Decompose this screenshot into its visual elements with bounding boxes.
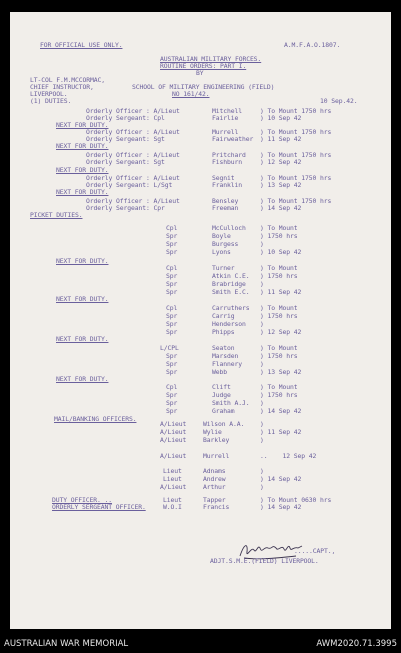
orderly-name: Fairweather xyxy=(212,135,254,143)
picket-name: Carruthers xyxy=(212,304,250,312)
next-for-duty-heading: NEXT FOR DUTY. xyxy=(56,375,109,383)
picket-note: ) 1750 hrs xyxy=(260,312,298,320)
orderly-note: ) 12 Sep 42 xyxy=(260,158,302,166)
picket-note: ) 10 Sep 42 xyxy=(260,248,302,256)
next-for-duty-heading: NEXT FOR DUTY. xyxy=(56,142,109,150)
picket-note: ) To Mount xyxy=(260,383,298,391)
picket-name: Seaton xyxy=(212,344,235,352)
mail-name: Murrell xyxy=(203,452,230,460)
signature-appointment: ADJT.S.M.E.(FIELD) LIVERPOOL. xyxy=(210,557,319,565)
picket-name: McCulloch xyxy=(212,224,246,232)
picket-note: ) To Mount xyxy=(260,304,298,312)
issuer-line-2: CHIEF INSTRUCTOR, xyxy=(30,83,94,91)
picket-rank: Spr xyxy=(166,312,178,320)
section-duties: (1) DUTIES. xyxy=(30,97,72,105)
picket-rank: Spr xyxy=(166,352,178,360)
mail-note: ) xyxy=(260,483,264,491)
picket-note: ) 11 Sep 42 xyxy=(260,288,302,296)
picket-name: Clift xyxy=(212,383,231,391)
picket-rank: Spr xyxy=(166,280,178,288)
duty-note: ) 14 Sep 42 xyxy=(260,503,302,511)
order-date: 10 Sep.42. xyxy=(320,97,358,105)
picket-name: Webb xyxy=(212,368,227,376)
orderly-role: Orderly Officer : A/Lieut xyxy=(86,107,180,115)
next-for-duty-heading: NEXT FOR DUTY. xyxy=(56,257,109,265)
picket-rank: Spr xyxy=(166,288,178,296)
picket-name: Burgess xyxy=(212,240,239,248)
picket-rank: Spr xyxy=(166,232,178,240)
picket-note: ) 1750 hrs xyxy=(260,391,298,399)
orderly-role: Orderly Officer : A/Lieut xyxy=(86,197,180,205)
picket-name: Henderson xyxy=(212,320,246,328)
next-for-duty-heading: NEXT FOR DUTY. xyxy=(56,188,109,196)
picket-name: Carrig xyxy=(212,312,235,320)
orderly-name: Bensley xyxy=(212,197,239,205)
picket-rank: Spr xyxy=(166,328,178,336)
mail-name: Wylie xyxy=(203,428,222,436)
issuer-line-1: LT-COL F.M.MCCORMAC, xyxy=(30,76,105,84)
orderly-name: Franklin xyxy=(212,181,242,189)
picket-note: ) To Mount xyxy=(260,264,298,272)
picket-duties-heading: PICKET DUTIES. xyxy=(30,211,83,219)
orderly-role: Orderly Officer : A/Lieut xyxy=(86,128,180,136)
orderly-name: Segnit xyxy=(212,174,235,182)
next-for-duty-heading: NEXT FOR DUTY. xyxy=(56,121,109,129)
picket-rank: Cpl xyxy=(166,304,178,312)
mail-rank: Lieut xyxy=(163,475,182,483)
mail-note: .. 12 Sep 42 xyxy=(260,452,317,460)
picket-note: ) 12 Sep 42 xyxy=(260,328,302,336)
archive-reference: AWM2020.71.3995 xyxy=(316,639,397,649)
picket-note: ) 1750 hrs xyxy=(260,352,298,360)
orderly-name: Murrell xyxy=(212,128,239,136)
mail-name: Adnams xyxy=(203,467,226,475)
mail-note: ) xyxy=(260,420,264,428)
archive-footer xyxy=(0,636,401,653)
duty-rank: W.O.I xyxy=(163,503,182,511)
picket-note: ) xyxy=(260,320,264,328)
picket-note: ) xyxy=(260,240,264,248)
orderly-name: Fishburn xyxy=(212,158,242,166)
picket-name: Brabridge xyxy=(212,280,246,288)
mail-rank: A/Lieut xyxy=(160,428,187,436)
orderly-role: Orderly Sergeant: L/Sgt xyxy=(86,181,173,189)
title-line-2: ROUTINE ORDERS: PART I. xyxy=(160,62,247,70)
picket-note: ) 14 Sep 42 xyxy=(260,407,302,415)
document-ref: A.M.F.A.O.1807. xyxy=(284,41,341,49)
orderly-role: Orderly Officer : A/Lieut xyxy=(86,151,180,159)
picket-rank: Spr xyxy=(166,248,178,256)
next-for-duty-heading: NEXT FOR DUTY. xyxy=(56,335,109,343)
mail-note: ) 14 Sep 42 xyxy=(260,475,302,483)
orderly-note: ) 11 Sep 42 xyxy=(260,135,302,143)
next-for-duty-heading: NEXT FOR DUTY. xyxy=(56,166,109,174)
title-line-1: AUSTRALIAN MILITARY FORCES. xyxy=(160,55,262,63)
picket-name: Judge xyxy=(212,391,231,399)
picket-note: ) To Mount xyxy=(260,224,298,232)
orderly-role: Orderly Sergeant: Sgt xyxy=(86,135,165,143)
title-by: BY xyxy=(196,69,204,77)
mail-note: ) xyxy=(260,467,264,475)
picket-note: ) xyxy=(260,399,264,407)
orderly-name: Freeman xyxy=(212,204,239,212)
orderly-role: Orderly Sergeant: Cpl xyxy=(86,114,165,122)
picket-name: Turner xyxy=(212,264,235,272)
orderly-role: Orderly Officer : A/Lieut xyxy=(86,174,180,182)
picket-rank: Spr xyxy=(166,272,178,280)
orderly-note: ) To Mount 1750 hrs xyxy=(260,197,332,205)
mail-banking-heading: MAIL/BANKING OFFICERS. xyxy=(54,415,137,423)
picket-name: Boyle xyxy=(212,232,231,240)
mail-name: Barkley xyxy=(203,436,230,444)
orderly-note: ) To Mount 1750 hrs xyxy=(260,174,332,182)
mail-rank: A/Lieut xyxy=(160,483,187,491)
mail-rank: A/Lieut xyxy=(160,420,187,428)
picket-name: Lyons xyxy=(212,248,231,256)
picket-rank: Spr xyxy=(166,407,178,415)
picket-name: Graham xyxy=(212,407,235,415)
duty-name: Francis xyxy=(203,503,230,511)
mail-rank: Lieut xyxy=(163,467,182,475)
archive-name: AUSTRALIAN WAR MEMORIAL xyxy=(4,639,129,649)
mail-name: Wilson A.A. xyxy=(203,420,245,428)
picket-name: Atkin C.E. xyxy=(212,272,250,280)
orderly-name: Pritchard xyxy=(212,151,246,159)
duty-name: Tapper xyxy=(203,496,226,504)
orderly-role: Orderly Sergeant: Cpr xyxy=(86,204,165,212)
picket-name: Flannery xyxy=(212,360,242,368)
picket-name: Phipps xyxy=(212,328,235,336)
picket-note: ) To Mount xyxy=(260,344,298,352)
picket-rank: Spr xyxy=(166,360,178,368)
duty-note: ) To Mount 0630 hrs xyxy=(260,496,332,504)
orderly-note: ) 13 Sep 42 xyxy=(260,181,302,189)
picket-rank: L/CPL xyxy=(160,344,179,352)
picket-note: ) 13 Sep 42 xyxy=(260,368,302,376)
picket-note: ) 1750 hrs xyxy=(260,272,298,280)
order-number: NO 161/42. xyxy=(172,90,210,98)
mail-note: ) 11 Sep 42 xyxy=(260,428,302,436)
mail-rank: A/Lieut xyxy=(160,452,187,460)
orderly-note: ) 14 Sep 42 xyxy=(260,204,302,212)
duty-officer-heading: DUTY OFFICER. .. xyxy=(52,496,112,504)
picket-name: Marsden xyxy=(212,352,239,360)
mail-note: ) xyxy=(260,436,264,444)
picket-rank: Spr xyxy=(166,399,178,407)
orderly-note: ) To Mount 1750 hrs xyxy=(260,128,332,136)
unit-name: SCHOOL OF MILITARY ENGINEERING (FIELD) xyxy=(132,83,275,91)
picket-rank: Cpl xyxy=(166,264,178,272)
picket-name: Smith A.J. xyxy=(212,399,250,407)
orderly-sergeant-officer-heading: ORDERLY SERGEANT OFFICER. xyxy=(52,503,146,511)
issuer-line-3: LIVERPOOL. xyxy=(30,90,68,98)
next-for-duty-heading: NEXT FOR DUTY. xyxy=(56,295,109,303)
orderly-role: Orderly Sergeant: Sgt xyxy=(86,158,165,166)
mail-name: Arthur xyxy=(203,483,226,491)
orderly-note: ) To Mount 1750 hrs xyxy=(260,151,332,159)
picket-rank: Spr xyxy=(166,240,178,248)
duty-rank: Lieut xyxy=(163,496,182,504)
picket-note: ) xyxy=(260,360,264,368)
classification: FOR OFFICIAL USE ONLY. xyxy=(40,41,123,49)
signature-rank: .....CAPT., xyxy=(294,547,336,555)
mail-name: Andrew xyxy=(203,475,226,483)
picket-rank: Spr xyxy=(166,320,178,328)
orderly-name: Mitchell xyxy=(212,107,242,115)
picket-rank: Cpl xyxy=(166,383,178,391)
picket-name: Smith E.C. xyxy=(212,288,250,296)
picket-note: ) xyxy=(260,280,264,288)
picket-rank: Cpl xyxy=(166,224,178,232)
picket-rank: Spr xyxy=(166,391,178,399)
picket-note: ) 1750 hrs xyxy=(260,232,298,240)
document-page xyxy=(10,12,391,629)
mail-rank: A/Lieut xyxy=(160,436,187,444)
orderly-note: ) To Mount 1750 hrs xyxy=(260,107,332,115)
picket-rank: Spr xyxy=(166,368,178,376)
orderly-name: Fairlie xyxy=(212,114,239,122)
orderly-note: ) 10 Sep 42 xyxy=(260,114,302,122)
